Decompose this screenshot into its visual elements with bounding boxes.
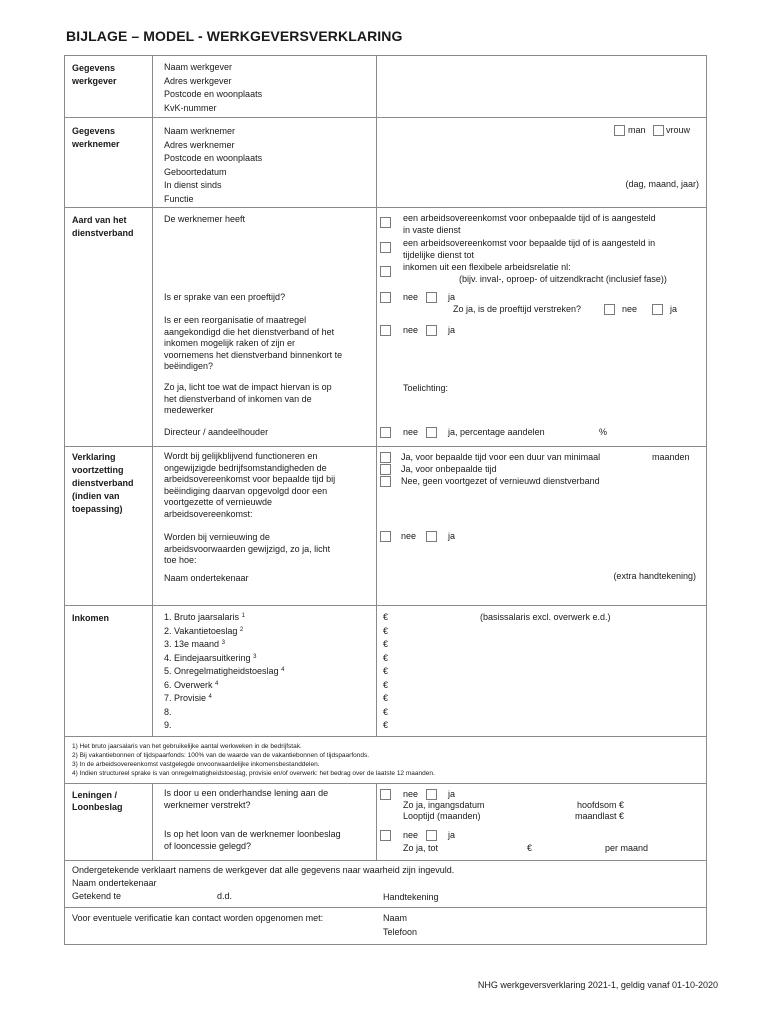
proeftijd-nee-label: nee xyxy=(403,292,419,302)
vernieuwing-question xyxy=(164,532,330,567)
basissalaris-note: (basissalaris excl. overwerk e.d.) xyxy=(480,612,611,622)
dga-ja-checkbox[interactable] xyxy=(426,427,437,438)
euro-sign: € xyxy=(383,612,389,622)
footnotes xyxy=(72,742,435,778)
field-naam-werknemer: Naam werknemer xyxy=(164,126,236,136)
voortzetting-question xyxy=(164,451,335,520)
voortzetting-q-line2: ongewijzigde bedrijfsomstandigheden de xyxy=(164,462,327,473)
proeftijd-ja-label: ja xyxy=(448,292,456,302)
inkomen-item-label: 8. xyxy=(164,706,172,717)
verificatie-naam-label: Naam xyxy=(383,913,408,923)
lening-q-line1: Is door u een onderhandse lening aan de xyxy=(164,788,329,798)
field-functie: Functie xyxy=(164,193,194,204)
naam-ondertekenaar-label: Naam ondertekenaar xyxy=(72,878,157,888)
voortzetting-q-line6: arbeidsovereenkomst: xyxy=(164,508,253,519)
inkomen-item xyxy=(164,692,284,706)
euro-sign: € xyxy=(383,639,389,649)
document-footer: NHG werkgeversverklaring 2021-1, geldig vanaf 01-10-2020 xyxy=(477,980,718,990)
maandlast-label: maandlast € xyxy=(575,811,625,821)
voortzetting-label-line3: dienstverband xyxy=(72,478,134,488)
reorganisatie-ja-label: ja xyxy=(448,325,456,335)
vernieuwing-nee-checkbox[interactable] xyxy=(380,531,391,542)
proeftijd-ja-checkbox[interactable] xyxy=(426,292,437,303)
option-onbepaalde-tijd-line2: in vaste dienst xyxy=(403,225,461,235)
voortzetting-label-line5: toepassing) xyxy=(72,504,123,514)
footnote-2: 2) Bij vakantiebonnen of tijdspaarfonds: 100% van de waarde van de vakantiebonnen of tijdspaarfonds. xyxy=(72,752,370,759)
zo-ja-tot-label: Zo ja, tot xyxy=(403,843,439,853)
footnote-marker: 4 xyxy=(208,694,212,700)
reorganisatie-ja-checkbox[interactable] xyxy=(426,325,437,336)
field-kvk-nummer: KvK-nummer xyxy=(164,102,217,113)
impact-question xyxy=(164,382,332,417)
werknemer-label: Gegevens werknemer xyxy=(72,126,120,149)
inkomen-item xyxy=(164,638,284,652)
verstreken-ja-checkbox[interactable] xyxy=(652,304,663,315)
inkomen-item-label: 2. Vakantietoeslag xyxy=(164,625,238,636)
vrouw-checkbox[interactable] xyxy=(653,125,664,136)
voortzetting-q-line3: arbeidsovereenkomst voor bepaalde tijd bij xyxy=(164,474,336,484)
onbepaalde-tijd-checkbox[interactable] xyxy=(380,217,391,228)
reorganisatie-line3: inkomen mogelijk raken of zijn er xyxy=(164,338,296,348)
toelichting-label: Toelichting: xyxy=(403,383,449,393)
verstreken-nee-checkbox[interactable] xyxy=(604,304,615,315)
inkomen-item-label: 4. Eindejaarsuitkering xyxy=(164,652,251,663)
footnote-1: 1) Het bruto jaarsalaris van het gebruikelijke aantal werkweken in de bedrijfstak. xyxy=(72,743,302,750)
flexibel-checkbox[interactable] xyxy=(380,266,391,277)
voortzetting-q-line4: beëindiging daarvan opgevolgd door een xyxy=(164,485,328,496)
option-bepaalde-tijd xyxy=(403,237,655,261)
loonbeslag-q-line2: of looncessie gelegd? xyxy=(164,840,252,851)
inkomen-item-label: 3. 13e maand xyxy=(164,639,220,649)
proeftijd-question: Is er sprake van een proeftijd? xyxy=(164,292,286,302)
looptijd-label: Looptijd (maanden) xyxy=(403,811,481,821)
option-flexibel-line2: (bijv. inval-, oproep- of uitzendkracht (inclusief fase)) xyxy=(459,274,667,284)
getekend-te-label: Getekend te xyxy=(72,891,122,901)
loonbeslag-ja-checkbox[interactable] xyxy=(426,830,437,841)
proeftijd-nee-checkbox[interactable] xyxy=(380,292,391,303)
reorganisatie-line2: aangekondigd die het dienstverband of het xyxy=(164,326,335,337)
lening-nee-label: nee xyxy=(403,789,419,799)
section-werknemer xyxy=(64,118,707,208)
field-in-dienst-sinds: In dienst sinds xyxy=(164,180,222,190)
werkgever-fields xyxy=(164,61,262,115)
footnote-marker: 3 xyxy=(253,653,257,660)
euro-sign: € xyxy=(383,652,389,663)
option-bepaalde-tijd-line2: tijdelijke dienst tot xyxy=(403,250,475,260)
footnote-4: 4) Indien structureel sprake is van onregelmatigheidstoeslag, provisie en/of overwerk: het bedrag over de laatste 12 maanden. xyxy=(72,770,435,777)
section-dienstverband xyxy=(64,208,707,447)
inkomen-item xyxy=(164,706,284,720)
inkomen-label: Inkomen xyxy=(72,613,110,623)
inkomen-item-label: 5. Onregelmatigheidstoeslag xyxy=(164,666,279,676)
impact-line1: Zo ja, licht toe wat de impact hiervan is op xyxy=(164,382,332,392)
inkomen-item xyxy=(164,652,284,666)
vernieuwing-line2: arbeidsvoorwaarden gewijzigd, zo ja, licht xyxy=(164,543,331,554)
impact-line2: het dienstverband of inkomen van de xyxy=(164,393,312,404)
voortzetting-ondertekenaar-label: Naam ondertekenaar xyxy=(164,573,249,583)
voortzetting-option-nee: Nee, geen voortgezet of vernieuwd dienstverband xyxy=(401,476,600,486)
vernieuwing-nee-label: nee xyxy=(401,531,417,541)
leningen-label xyxy=(72,789,123,813)
lening-q-line2: werknemer verstrekt? xyxy=(164,799,251,810)
voortzetting-label-line4: (indien van xyxy=(72,491,120,501)
declaration-form xyxy=(64,55,707,945)
field-geboortedatum: Geboortedatum xyxy=(164,166,227,177)
inkomen-item-label: 1. Bruto jaarsalaris xyxy=(164,612,240,622)
verstreken-nee-label: nee xyxy=(622,304,638,314)
footnote-3: 3) In de arbeidsovereenkomst vastgelegde onvoorwaardelijke inkomensbestanddelen. xyxy=(72,761,320,768)
reorganisatie-line4: voornemens het dienstverband binnenkort te xyxy=(164,349,343,360)
beslag-euro-sign: € xyxy=(527,843,533,853)
impact-line3: medewerker xyxy=(164,405,214,415)
inkomen-euro-column xyxy=(383,611,388,733)
inkomen-item xyxy=(164,679,284,693)
lening-ja-label: ja xyxy=(448,789,456,799)
section-werkgever xyxy=(64,55,707,118)
field-adres-werkgever: Adres werkgever xyxy=(164,75,232,86)
euro-sign: € xyxy=(383,666,389,676)
section-inkomen xyxy=(64,606,707,737)
option-flexibel xyxy=(403,261,667,285)
loonbeslag-q-line1: Is op het loon van de werknemer loonbeslag xyxy=(164,829,341,839)
option-onbepaalde-tijd-line1: een arbeidsovereenkomst voor onbepaalde tijd of is aangesteld xyxy=(403,213,656,223)
loonbeslag-nee-label: nee xyxy=(403,830,419,840)
werknemer-heeft-label: De werknemer heeft xyxy=(164,214,246,224)
vernieuwing-ja-checkbox[interactable] xyxy=(426,531,437,542)
datum-label: d.d. xyxy=(217,891,233,901)
reorganisatie-nee-label: nee xyxy=(403,325,419,335)
field-postcode-werkgever: Postcode en woonplaats xyxy=(164,89,263,99)
werknemer-fields xyxy=(164,125,262,206)
voortzetting-label-line1: Verklaring xyxy=(72,452,116,462)
voortzetting-nee-checkbox[interactable] xyxy=(380,476,391,487)
section-leningen xyxy=(64,784,707,861)
lening-nee-checkbox[interactable] xyxy=(380,789,391,800)
euro-sign: € xyxy=(383,720,389,730)
vrouw-label: vrouw xyxy=(666,125,691,135)
footnote-marker: 4 xyxy=(215,680,219,687)
proeftijd-verstreken-question: Zo ja, is de proeftijd verstreken? xyxy=(453,304,582,314)
man-checkbox[interactable] xyxy=(614,125,625,136)
verklaring-text: Ondergetekende verklaart namens de werkgever dat alle gegevens naar waarheid zijn ingevuld. xyxy=(72,865,455,875)
footnote-marker: 1 xyxy=(241,613,245,619)
footnote-marker: 2 xyxy=(239,626,244,633)
euro-sign: € xyxy=(383,693,389,703)
voortzetting-label xyxy=(72,451,134,516)
euro-sign: € xyxy=(383,679,389,690)
dienstverband-label: Aard van het dienstverband xyxy=(72,215,134,238)
euro-sign: € xyxy=(383,706,389,717)
reorganisatie-nee-checkbox[interactable] xyxy=(380,325,391,336)
footnote-marker: 3 xyxy=(221,640,225,646)
footnote-marker: 4 xyxy=(281,667,285,673)
reorganisatie-question xyxy=(164,315,342,373)
vernieuwing-ja-label: ja xyxy=(448,531,456,541)
dga-ja-label: ja, percentage aandelen xyxy=(448,427,545,437)
leningen-label-line1: Leningen / xyxy=(72,790,117,800)
bepaalde-tijd-checkbox[interactable] xyxy=(380,242,391,253)
inkomen-item xyxy=(164,665,284,679)
voortzetting-bepaald-checkbox[interactable] xyxy=(380,452,391,463)
inkomen-item xyxy=(164,719,284,733)
inkomen-item-label: 6. Overwerk xyxy=(164,679,213,690)
option-bepaalde-tijd-line1: een arbeidsovereenkomst voor bepaalde tijd of is aangesteld in xyxy=(403,238,656,248)
section-verklaring xyxy=(64,861,707,908)
extra-handtekening-label: (extra handtekening) xyxy=(613,571,696,581)
man-label: man xyxy=(628,125,646,135)
werkgever-label: Gegevens werkgever xyxy=(72,63,117,86)
ingangsdatum-label: Zo ja, ingangsdatum xyxy=(403,800,485,810)
page-title: BIJLAGE – MODEL - WERKGEVERSVERKLARING xyxy=(66,28,403,44)
handtekening-label: Handtekening xyxy=(383,892,439,902)
lening-question xyxy=(164,788,328,811)
per-maand-label: per maand xyxy=(605,843,649,853)
section-footnotes xyxy=(64,737,707,784)
reorganisatie-line1: Is er een reorganisatie of maatregel xyxy=(164,315,307,325)
voortzetting-option-onbepaald: Ja, voor onbepaalde tijd xyxy=(401,464,497,474)
inkomen-items xyxy=(164,611,284,733)
dga-question: Directeur / aandeelhouder xyxy=(164,427,269,437)
section-voortzetting xyxy=(64,447,707,606)
voortzetting-q-line1: Wordt bij gelijkblijvend functioneren en xyxy=(164,451,318,461)
loonbeslag-nee-checkbox[interactable] xyxy=(380,830,391,841)
field-adres-werknemer: Adres werknemer xyxy=(164,139,235,150)
voortzetting-q-line5: voortgezette of vernieuwde xyxy=(164,497,273,507)
hoofdsom-label: hoofdsom € xyxy=(577,800,625,810)
inkomen-item xyxy=(164,625,284,639)
verificatie-telefoon-label: Telefoon xyxy=(383,927,418,937)
loonbeslag-question xyxy=(164,829,341,852)
voortzetting-maanden-label: maanden xyxy=(652,452,690,462)
verificatie-text: Voor eventuele verificatie kan contact worden opgenomen met: xyxy=(72,913,324,923)
dga-nee-label: nee xyxy=(403,427,419,437)
voortzetting-onbepaald-checkbox[interactable] xyxy=(380,464,391,475)
inkomen-item-label: 7. Provisie xyxy=(164,693,207,703)
leningen-label-line2: Loonbeslag xyxy=(72,802,123,812)
verstreken-ja-label: ja xyxy=(670,304,678,314)
field-naam-werkgever: Naam werkgever xyxy=(164,62,233,72)
inkomen-item-label: 9. xyxy=(164,720,172,730)
dga-nee-checkbox[interactable] xyxy=(380,427,391,438)
voortzetting-option-bepaald: Ja, voor bepaalde tijd voor een duur van minimaal xyxy=(401,452,601,462)
reorganisatie-line5: beëindigen? xyxy=(164,361,214,371)
date-format-hint: (dag, maand, jaar) xyxy=(625,179,699,189)
vernieuwing-line1: Worden bij vernieuwing de xyxy=(164,532,270,542)
field-postcode-werknemer: Postcode en woonplaats xyxy=(164,153,263,163)
euro-sign: € xyxy=(383,625,389,636)
voortzetting-label-line2: voortzetting xyxy=(72,465,124,475)
option-flexibel-line1: inkomen uit een flexibele arbeidsrelatie nl: xyxy=(403,262,571,272)
vernieuwing-line3: toe hoe: xyxy=(164,555,197,565)
dga-percent-sign: % xyxy=(599,427,608,437)
inkomen-item xyxy=(164,611,284,625)
option-onbepaalde-tijd xyxy=(403,212,656,236)
loonbeslag-ja-label: ja xyxy=(448,830,456,840)
section-verificatie xyxy=(64,908,707,945)
